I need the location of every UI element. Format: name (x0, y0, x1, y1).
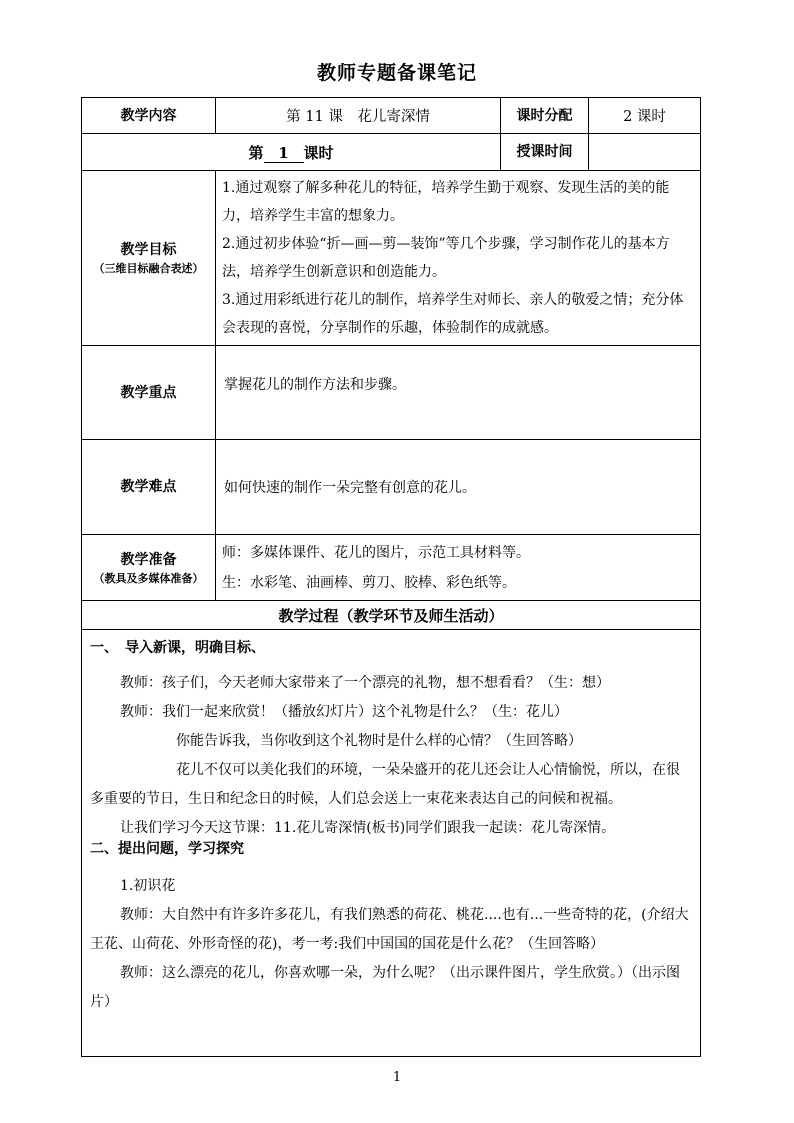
period-row (82, 134, 701, 171)
lesson-title: 第 11 课 花儿寄深情 (216, 98, 501, 134)
process-paragraph: 教师：孩子们，今天老师大家带来了一个漂亮的礼物，想不想看看？（生：想） (120, 675, 610, 691)
goals-label-cell (82, 171, 216, 346)
process-paragraph: 教师：这么漂亮的花儿，你喜欢哪一朵，为什么呢？（出示课件图片，学生欣赏。）（出示图片） (90, 965, 680, 1010)
difficulty-text: 如何快速的制作一朵完整有创意的花儿。 (216, 440, 701, 535)
process-paragraph: 教师：大自然中有许多许多花儿，有我们熟悉的荷花、桃花....也有...一些奇特的花，(介绍大王花、山荷花、外形奇怪的花)，考一考:我们中国国的国花是什么花？（生回答略） (90, 907, 689, 952)
key-point-text: 掌握花儿的制作方法和步骤。 (216, 346, 701, 440)
period-suffix: 课时 (303, 143, 334, 162)
difficulty-row (82, 440, 701, 535)
goals-row (82, 171, 701, 346)
period-number: 1 (264, 144, 304, 163)
goals-label: 教学目标 (120, 242, 177, 258)
prep-label-cell (82, 535, 216, 601)
lesson-plan-table (81, 97, 701, 1057)
difficulty-label: 教学难点 (82, 440, 216, 535)
process-header-row (82, 601, 701, 630)
key-point-row (82, 346, 701, 440)
prep-student: 生：水彩笔、油画棒、剪刀、胶棒、彩色纸等。 (222, 574, 516, 591)
sub-heading: 1.初识花 (120, 878, 176, 894)
process-paragraph: 让我们学习今天这节课：11.花儿寄深情(板书)同学们跟我一起读：花儿寄深情。 (120, 820, 616, 836)
hours-value: 2 课时 (589, 98, 701, 134)
prep-content (216, 535, 701, 601)
goals-sublabel: （三维目标融合表述） (93, 262, 204, 275)
goals-content (216, 171, 701, 346)
goal-item: 1.通过观察了解多种花儿的特征，培养学生勤于观察、发现生活的美的能力，培养学生丰富的想象力。 (222, 180, 670, 224)
prep-row (82, 535, 701, 601)
document-title: 教师专题备课笔记 (316, 62, 477, 84)
period-cell (82, 134, 501, 171)
time-value (589, 134, 701, 171)
period-prefix: 第 (248, 143, 264, 162)
prep-sublabel: （教具及多媒体准备） (93, 571, 204, 585)
key-point-label: 教学重点 (82, 346, 216, 440)
process-content (82, 630, 701, 1057)
process-paragraph: 你能告诉我，当你收到这个礼物时是什么样的心情？（生回答略） (176, 733, 582, 749)
header-row (82, 98, 701, 134)
section1-title: 一、 导入新课，明确目标、 (90, 640, 265, 656)
prep-label: 教学准备 (120, 551, 177, 568)
process-paragraph: 花儿不仅可以美化我们的环境，一朵朵盛开的花儿还会让人心情愉悦，所以，在很多重要的节日，生日和纪念日的时候，人们总会送上一束花来表达自己的问候和祝福。 (90, 762, 680, 807)
time-label: 授课时间 (501, 134, 589, 171)
goal-item: 3.通过用彩纸进行花儿的制作，培养学生对师长、亲人的敬爱之情；充分体会表现的喜悦，分享制作的乐趣，体验制作的成就感。 (222, 292, 684, 336)
page-number: 1 (392, 1070, 402, 1085)
content-label: 教学内容 (82, 98, 216, 134)
process-row (82, 630, 701, 1057)
section2-title: 二、提出问题，学习探究 (90, 841, 244, 857)
hours-label: 课时分配 (501, 98, 589, 134)
goal-item: 2.通过初步体验“折—画—剪—装饰”等几个步骤，学习制作花儿的基本方法，培养学生创新意识和创造能力。 (222, 236, 670, 280)
process-paragraph: 教师：我们一起来欣赏！（播放幻灯片）这个礼物是什么？（生：花儿） (120, 704, 568, 720)
prep-teacher: 师：多媒体课件、花儿的图片，示范工具材料等。 (222, 544, 530, 561)
process-header: 教学过程（教学环节及师生活动） (82, 601, 701, 630)
